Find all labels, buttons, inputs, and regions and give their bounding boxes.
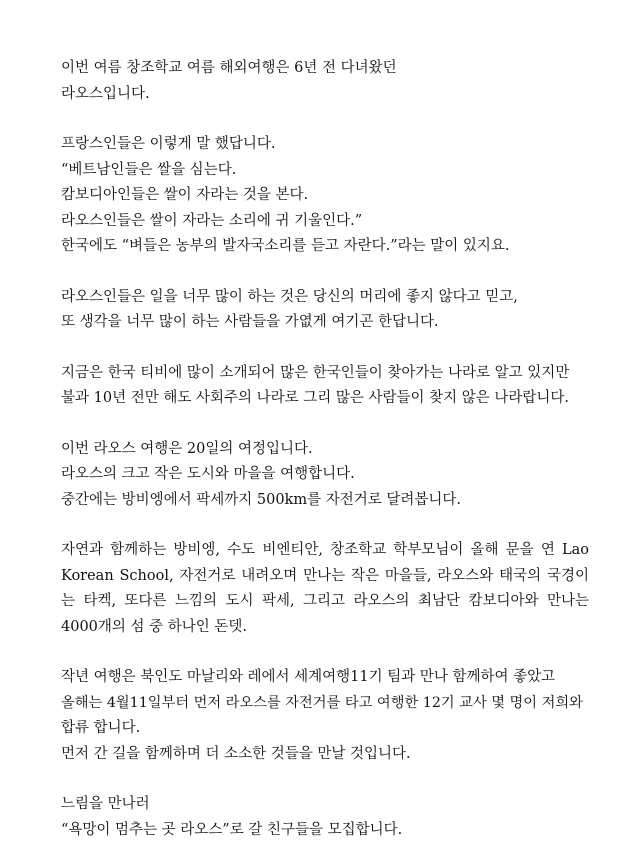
- text-line: 합류 합니다.: [61, 720, 141, 736]
- text-line: 느림을 만나러: [61, 796, 150, 812]
- text-line: “베트남인들은 쌀을 심는다.: [61, 161, 237, 178]
- paragraph-closing: [61, 792, 589, 843]
- paragraph-itinerary: [61, 437, 589, 514]
- text-line: 라오스입니다.: [61, 85, 150, 102]
- text-line: 프랑스인들은 이렇게 말 했답니다.: [61, 136, 276, 152]
- text-line: 는 타켁, 또다른 느낌의 도시 팍세, 그리고 라오스의 최남단 캄보디아와 만나는: [61, 593, 589, 609]
- paragraph-tv: [61, 361, 589, 412]
- text-line: 자연과 함께하는 방비엥, 수도 비엔티안, 창조학교 학부모님이 올해 문을 연 Lao: [61, 542, 589, 558]
- text-line: 이번 라오스 여행은 20일의 여정입니다.: [61, 440, 313, 457]
- text-line: 중간에는 방비엥에서 팍세까지 500km를 자전거로 달려봅니다.: [61, 491, 462, 508]
- paragraph-lao-people: [61, 285, 589, 336]
- text-line: “욕망이 멈추는 곳 라오스”로 갈 친구들을 모집합니다.: [61, 821, 403, 838]
- text-line: 작년 여행은 북인도 마날리와 레에서 세계여행11기 팀과 만나 함께하여 좋았고: [61, 669, 556, 685]
- paragraph-last-year: [61, 665, 589, 767]
- paragraph-places: [61, 538, 589, 640]
- text-line: Korean School, 자전거로 내려오며 만나는 작은 마을들, 라오스와 태국의 국경이: [61, 567, 589, 584]
- text-line: 또 생각을 너무 많이 하는 사람들을 가엾게 여기곤 한답니다.: [61, 314, 439, 330]
- text-line: 라오스의 크고 작은 도시와 마을을 여행합니다.: [61, 466, 355, 482]
- text-line: 라오스인들은 쌀이 자라는 소리에 귀 기울인다.”: [61, 212, 363, 229]
- text-line: 이번 여름 창조학교 여름 해외여행은 6년 전 다녀왔던: [61, 60, 397, 76]
- paragraph-proverb: [61, 132, 589, 260]
- text-line: 캄보디아인들은 쌀이 자라는 것을 본다.: [61, 187, 309, 203]
- document-body: [61, 56, 589, 868]
- text-line: 올해는 4월11일부터 먼저 라오스를 자전거를 타고 여행한 12기 교사 몇 명이 저희와: [61, 694, 583, 711]
- text-line: 불과 10년 전만 해도 사회주의 나라로 그리 많은 사람들이 찾지 않은 나라랍니다.: [61, 390, 569, 406]
- paragraph-intro: [61, 56, 589, 107]
- text-line: 지금은 한국 티비에 많이 소개되어 많은 한국인들이 찾아가는 나라로 알고 있지만: [61, 364, 570, 381]
- text-line: 한국에도 “벼들은 농부의 발자국소리를 듣고 자란다.”라는 말이 있지요.: [61, 238, 510, 254]
- text-line: 먼저 간 길을 함께하며 더 소소한 것들을 만날 것입니다.: [61, 745, 411, 762]
- text-line: 4000개의 섬 중 하나인 돈뎃.: [61, 618, 248, 635]
- text-line: 라오스인들은 일을 너무 많이 하는 것은 당신의 머리에 좋지 않다고 믿고,: [61, 288, 518, 305]
